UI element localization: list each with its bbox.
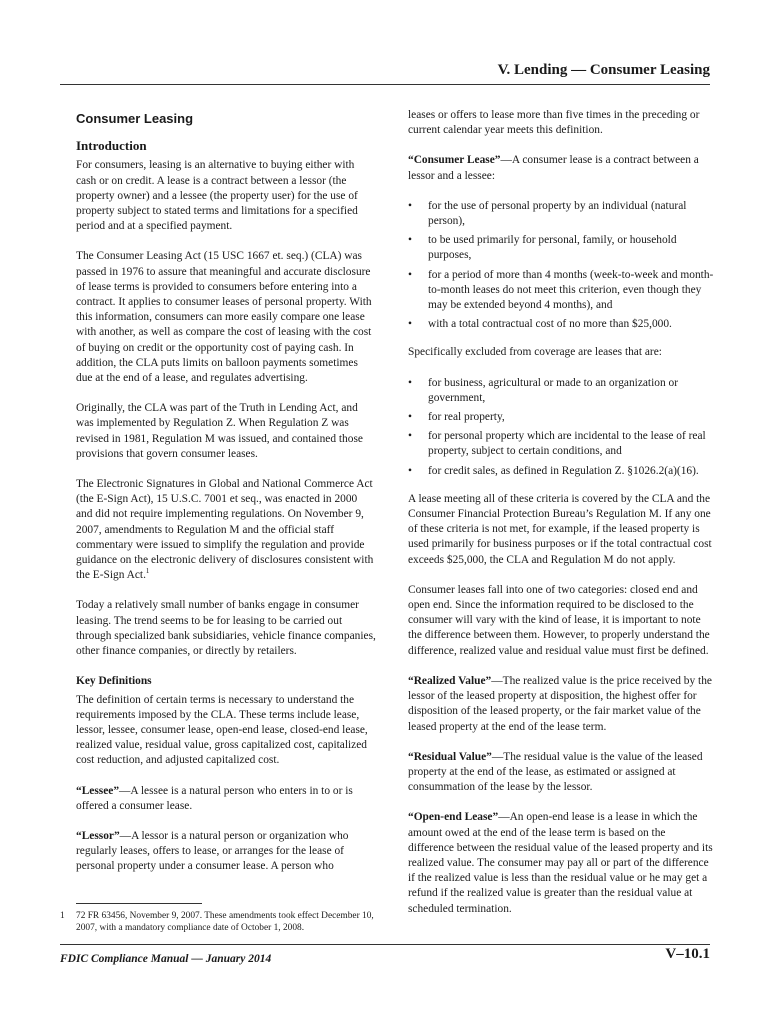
list-item — [408, 429, 714, 459]
excluded-intro: Specifically excluded from coverage are leases that are: — [408, 346, 662, 359]
list-item-text: for credit sales, as defined in Regulation Z. §1026.2(a)(16). — [428, 464, 699, 477]
key-definitions-heading: Key Definitions — [76, 675, 152, 688]
bullet-icon: • — [408, 234, 412, 247]
lessor-text: —A lessor is a natural person or organization who regularly leases, offers to lease, or arranges for the lease of personal property under a consumer lease. A person who — [76, 829, 349, 873]
list-item-text: for a period of more than 4 months (week-to-week and month-to-month leases do not meet this criterion, even though they may be extended beyond 4 months), and — [428, 268, 714, 312]
exclusions-list — [408, 376, 714, 479]
list-item-text: for business, agricultural or made to an organization or government, — [428, 376, 678, 404]
bullet-icon: • — [408, 318, 412, 331]
footnote-ref: 1 — [145, 567, 150, 576]
footnote — [60, 910, 386, 934]
bullet-icon: • — [408, 268, 412, 281]
realized-value-definition — [408, 674, 714, 735]
bullet-icon: • — [408, 199, 412, 212]
list-item-text: for real property, — [428, 411, 505, 424]
cla-paragraph: The Consumer Leasing Act (15 USC 1667 et. seq.) (CLA) was passed in 1976 to assure that meaningful and accurate disclosure of lease terms is provided to consumers before entering into a contract. It applies to consumer leases of personal property. With this information, consumers can more easily compare one lease with another, as well as compare the cost of leasing with the cost of buying on credit or the opportunity cost of paying cash. In addition, the CLA puts limits on balloon payments sometimes due at the end of a lease, and regulates advertising. — [76, 250, 372, 385]
list-item — [408, 464, 714, 479]
list-item — [408, 410, 714, 425]
footnote-divider — [76, 903, 202, 904]
bullet-icon: • — [408, 411, 412, 424]
footnote-text: 72 FR 63456, November 9, 2007. These amendments took effect December 10, 2007, with a mandatory compliance date of October 1, 2008. — [76, 911, 374, 933]
esign-paragraph — [76, 477, 376, 583]
criteria-list — [408, 199, 714, 333]
bullet-icon: • — [408, 464, 412, 477]
lessor-term: “Lessor” — [76, 829, 120, 842]
introduction-heading: Introduction — [76, 138, 147, 154]
consumer-lease-text: —A consumer lease is a contract between a lessor and a lessee: — [408, 154, 699, 182]
list-item — [408, 199, 714, 229]
bullet-icon: • — [408, 376, 412, 389]
consumer-lease-term: “Consumer Lease” — [408, 154, 501, 167]
page-number: V–10.1 — [665, 946, 710, 962]
left-column — [76, 108, 376, 890]
list-item-text: for personal property which are incidental to the lease of real property, subject to certain conditions, and — [428, 430, 706, 458]
consumer-lease-definition — [408, 153, 714, 183]
lessee-definition — [76, 784, 376, 814]
list-item — [408, 317, 714, 332]
intro-paragraph: For consumers, leasing is an alternative to buying either with cash or on credit. A lease is a contract between a lessor (the property owner) and a lessee (the property user) for the use of property subject to stated terms and limitations for a specified period and at a specified payment. — [76, 159, 358, 233]
esign-text: The Electronic Signatures in Global and National Commerce Act (the E-Sign Act), 15 U.S.C. 7001 et seq., was enacted in 2000 and did not require implementing regulations. On November 9, 2007, amendments to Regulation M and the official staff commentary were issued to simplify the regulation and provide guidance on the electronic delivery of disclosures consistent with the E-Sign Act. — [76, 478, 374, 582]
open-end-lease-term: “Open-end Lease” — [408, 811, 499, 824]
page-header-title: V. Lending — Consumer Leasing — [497, 62, 710, 78]
trend-paragraph: Today a relatively small number of banks engage in consumer leasing. The trend seems to be for leasing to be carried out through specialized bank subsidiaries, vehicle finance companies, other finance companies, or directly by retailers. — [76, 599, 376, 658]
criteria-paragraph: A lease meeting all of these criteria is covered by the CLA and the Consumer Financial Protection Bureau’s Regulation M. If any one of these criteria is not met, for example, if the leased property is used primarily for business purposes or if the total contractual cost exceeds $25,000, the CLA and Regulation M do not apply. — [408, 492, 712, 566]
realized-value-term: “Realized Value” — [408, 674, 492, 687]
list-item-text: with a total contractual cost of no more than $25,000. — [428, 318, 672, 331]
footer-manual-title: FDIC Compliance Manual — January 2014 — [60, 953, 272, 965]
open-end-lease-text: —An open-end lease is a lease in which the amount owed at the end of the lease term is based on the difference between the residual value of the leased property and its realized value. The consumer may pay all or part of the difference if the realized value is less than the residual value or he may get a refund if the realized value is greater than the residual value at scheduled termination. — [408, 811, 713, 915]
footer-divider — [60, 944, 710, 945]
open-end-lease-definition — [408, 810, 714, 916]
list-item — [408, 268, 714, 314]
lessor-definition — [76, 829, 376, 875]
lessee-text: —A lessee is a natural person who enters in to or is offered a consumer lease. — [76, 784, 353, 812]
realized-value-text: —The realized value is the price received by the lessor of the leased property at disposition, the highest offer for disposition of the leased property, or the fair market value of the leased property at the end of the lease term. — [408, 674, 712, 733]
lessee-term: “Lessee” — [76, 784, 120, 797]
list-item-text: to be used primarily for personal, family, or household purposes, — [428, 234, 677, 262]
list-item-text: for the use of personal property by an individual (natural person), — [428, 199, 687, 228]
definitions-intro-paragraph: The definition of certain terms is necessary to understand the requirements imposed by the CLA. These terms include lease, lessor, lessee, consumer lease, open-end lease, closed-end lease, realized value, residual value, gross capitalized cost, capitalized cost reduction, and adjusted capitalized cost. — [76, 693, 368, 767]
lessor-continuation: leases or offers to lease more than five times in the preceding or current calendar year meets this definition. — [408, 109, 700, 137]
footnote-number: 1 — [60, 911, 65, 921]
right-column — [408, 108, 714, 932]
residual-value-term: “Residual Value” — [408, 750, 492, 763]
section-title: Consumer Leasing — [76, 111, 194, 126]
residual-value-definition — [408, 750, 714, 796]
regulation-history-paragraph: Originally, the CLA was part of the Truth in Lending Act, and was implemented by Regulation Z. When Regulation Z was revised in 1981, Regulation M was issued, and contained those provisions that govern consumer leases. — [76, 402, 363, 460]
bullet-icon: • — [408, 430, 412, 443]
list-item — [408, 376, 714, 406]
header-divider — [60, 84, 710, 85]
categories-paragraph: Consumer leases fall into one of two categories: closed end and open end. Since the information required to be disclosed to the consumer will vary with the kind of lease, it is important to note the difference between them. However, to properly understand the difference, realized value and residual value must first be defined. — [408, 583, 710, 657]
list-item — [408, 233, 714, 263]
residual-value-text: —The residual value is the value of the leased property at the end of the lease, as estimated or assigned at consummation of the lease by the lessor. — [408, 750, 703, 794]
